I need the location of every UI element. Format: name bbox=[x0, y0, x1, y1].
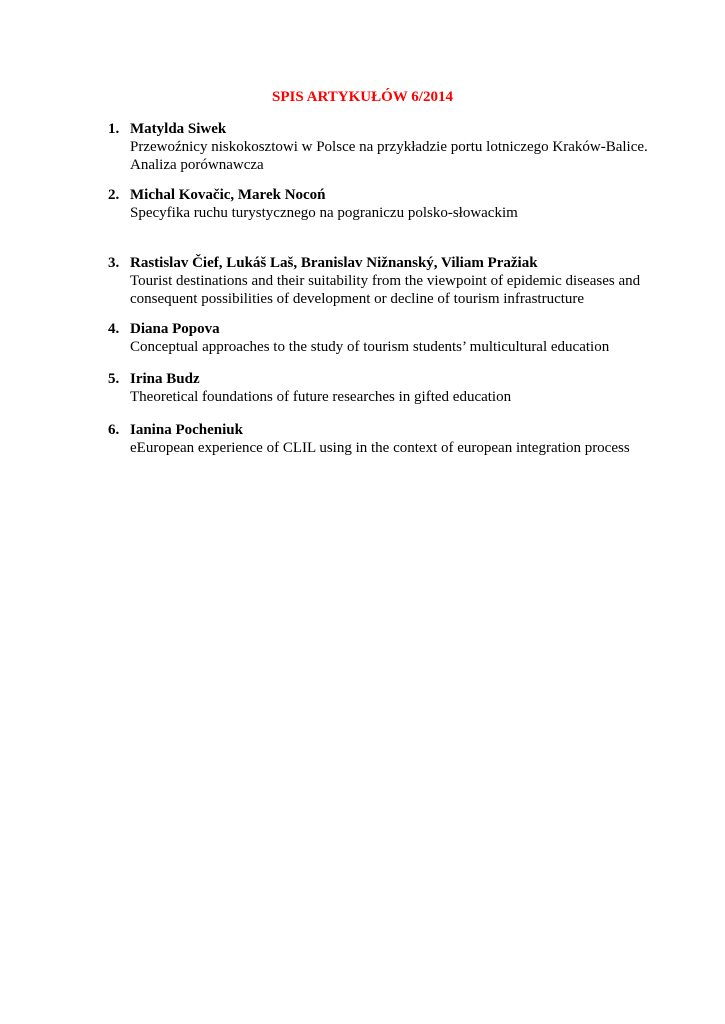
article-title-line: Theoretical foundations of future researches in gifted education bbox=[130, 389, 512, 405]
article-title-line: Specyfika ruchu turystycznego na pograniczu polsko-słowackim bbox=[130, 205, 518, 221]
article-number: 4. bbox=[108, 321, 120, 337]
article-item bbox=[108, 370, 668, 406]
article-authors: Diana Popova bbox=[130, 321, 220, 337]
article-number: 2. bbox=[108, 187, 120, 203]
article-number: 3. bbox=[108, 255, 120, 271]
article-title-line: consequent possibilities of development or decline of tourism infrastructure bbox=[130, 291, 585, 307]
article-title-line: Tourist destinations and their suitability from the viewpoint of epidemic diseases and bbox=[130, 273, 641, 289]
article-authors: Michal Kovačic, Marek Nocoń bbox=[130, 187, 326, 203]
article-authors: Ianina Pocheniuk bbox=[130, 422, 243, 438]
article-item bbox=[108, 320, 668, 356]
article-authors: Rastislav Čief, Lukáš Laš, Branislav Nižnanský, Viliam Pražiak bbox=[130, 255, 538, 271]
article-number: 6. bbox=[108, 422, 120, 438]
article-item bbox=[108, 120, 668, 174]
article-item bbox=[108, 254, 668, 308]
article-authors: Irina Budz bbox=[130, 371, 200, 387]
article-authors: Matylda Siwek bbox=[130, 121, 227, 137]
article-item bbox=[108, 186, 668, 222]
document-title: SPIS ARTYKUŁÓW 6/2014 bbox=[272, 89, 453, 105]
article-title-line: Conceptual approaches to the study of tourism students’ multicultural education bbox=[130, 339, 610, 355]
article-title-line: Przewoźnicy niskokosztowi w Polsce na przykładzie portu lotniczego Kraków-Balice. bbox=[130, 139, 648, 155]
article-number: 1. bbox=[108, 121, 120, 137]
article-item bbox=[108, 421, 668, 457]
article-title-line: eEuropean experience of CLIL using in the context of european integration process bbox=[130, 440, 630, 456]
article-number: 5. bbox=[108, 371, 120, 387]
article-title-line: Analiza porównawcza bbox=[130, 157, 264, 173]
